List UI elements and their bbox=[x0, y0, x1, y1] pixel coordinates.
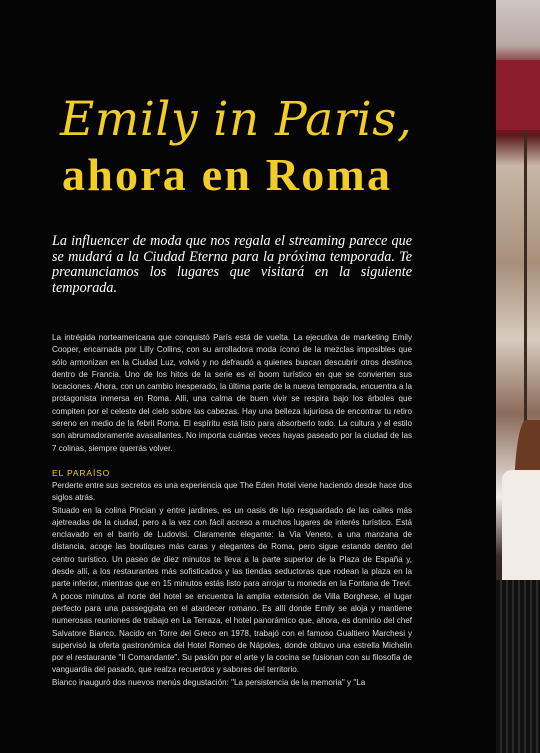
section-paragraph-3: Bianco inauguró dos nuevos menús degustación: "La persistencia de la memoria" y "La bbox=[52, 677, 366, 687]
article-title-line1: Emily in Paris, bbox=[60, 92, 413, 147]
model-shirt-image bbox=[502, 470, 540, 580]
intro-text: La intrépida norteamericana que conquistó París está de vuelta. La ejecutiva de marketing Emily Cooper, encarnada por Lilly Collins, con su arrolladora moda ícono de la mezclas imposibles que sólo armonizan en la Ciudad Luz, volvió y no defraudó a quienes buscan descubrir otros destinos dentro de Francia. Uno de los hitos de la serie es el boom turístico en que se convierten sus locaciones. Ahora, con un cambio inesperado, la última parte de la nueva temporada, encuentra a la protagonista inmersa en Roma. Allí, una calma de buen vivir se respira bajo los árboles que compiten por el celeste del cielo sobre las cabezas. Hay una belleza lujuriosa de encontrar tu retiro sereno en medio de la febril Roma. El espíritu está listo para absorberlo todo. La cultura y el estilo son abrumadoramente avasallantes. No importa cuántas veces hayas paseado por la ciudad de las 7 colinas, siempre querrás volver. bbox=[52, 333, 412, 453]
intro-paragraph bbox=[52, 332, 412, 455]
section-body bbox=[52, 480, 412, 689]
section-paragraph-2: Situado en la colina Pincian y entre jardines, es un oasis de lujo resguardado de las calles más ajetreadas de la ciudad, pero a la vez con fácil acceso a muchos lugares de interés turístico. Está enclavado en el barrio de Ludovisi. Claramente elegante: la Via Veneto, a una manzana de distancia, acoge las boutiques más caras y elegantes de Roma, pero sigue estando dentro del centro turístico. Un paseo de diez minutos te lleva a la parte superior de la Plaza de España y, desde allí, a los restaurantes más sofisticados y las tiendas seductoras que rodean la plaza en la parte inferior, mientras que en 15 minutos estás listo para arrojar tu moneda en la Fontana de Trevi. A pocos minutos al norte del hotel se encuentra la amplia extensión de Villa Borghese, el lugar perfecto para una passeggiata en el atardecer romano. Es allí donde Emily se aloja y mantiene numerosas reuniones de trabajo en La Terraza, el hotel panorámico que, ahora, es dominio del chef Salvatore Bianco. Nacido en Torre del Greco en 1978, trabajó con el famoso Gualtiero Marchesi y supervisó la oferta gastronómica del Hotel Romeo de Nápoles, donde obtuvo una estrella Michelin por el restaurante "Il Comandante". Su pasión por el arte y la cocina se fusionan con su filosofía de vanguardia del pasado, que realza recuerdos y sabores del territorio. bbox=[52, 505, 412, 675]
red-awning-image bbox=[496, 60, 540, 134]
section-heading: EL PARAÍSO bbox=[52, 468, 111, 478]
model-skirt-image bbox=[496, 580, 540, 753]
cover-photo-strip bbox=[496, 0, 540, 753]
article-title-line2: ahora en Roma bbox=[62, 149, 393, 200]
article-lead: La influencer de moda que nos regala el streaming parece que se mudará a la Ciudad Eterna para la próxima temporada. Te preanunciamos los lugares que visitará en la siguiente temporada. bbox=[52, 233, 412, 296]
section-paragraph-1: Perderte entre sus secretos es una experiencia que The Eden Hotel viene haciendo desde hace dos siglos atrás. bbox=[52, 481, 412, 503]
